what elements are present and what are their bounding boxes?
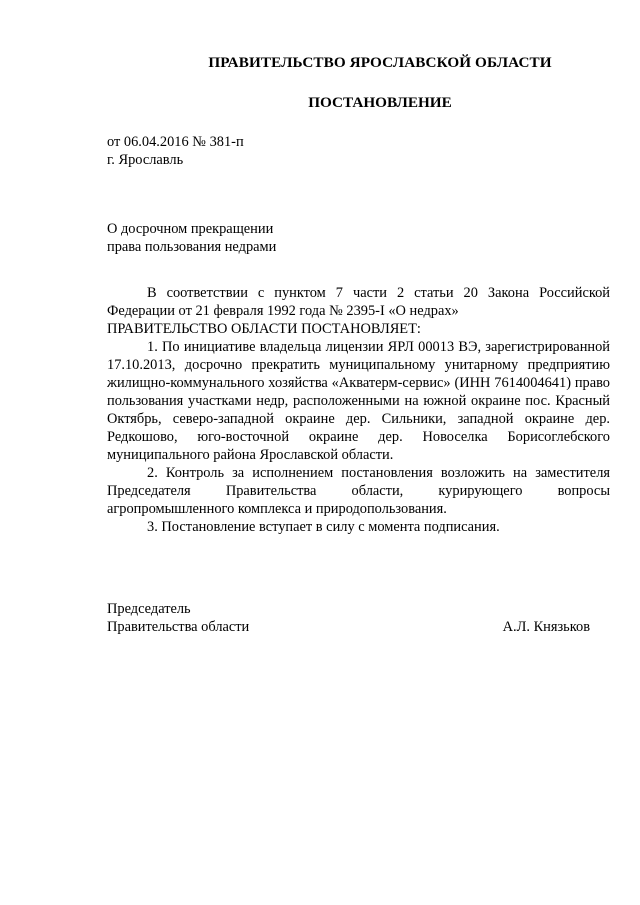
document-body [107, 284, 610, 536]
city: г. Ярославль [107, 152, 184, 168]
signature-block [107, 600, 590, 636]
signer-title-line-2: Правительства области [107, 619, 250, 635]
item-2-paragraph: 2. Контроль за исполнением постановления возложить на заместителя Председателя Правительства области, курирующего вопросы агропромышленного комплекса и природопользования. [107, 465, 610, 517]
resolves-heading: ПРАВИТЕЛЬСТВО ОБЛАСТИ ПОСТАНОВЛЯЕТ: [107, 321, 421, 337]
item-1-paragraph: 1. По инициативе владельца лицензии ЯРЛ 00013 ВЭ, зарегистрированной 17.10.2013, досрочно прекратить муниципальному унитарному предприятию жилищно-коммунального хозяйства «Акватерм-сервис» (ИНН 7614004641) право пользования участками недр, расположенными на южной окраине пос. Красный Октябрь, северо-западной окраине дер. Сильники, западной окраине дер. Редкошово, юго-восточной окраине дер. Новоселка Борисоглебского муниципального района Ярославской области. [107, 339, 610, 463]
signer-name: А.Л. Князьков [502, 619, 590, 635]
date-number: от 06.04.2016 № 381-п [107, 134, 244, 150]
subject-line-1: О досрочном прекращении [107, 221, 274, 237]
item-3-paragraph: 3. Постановление вступает в силу с момента подписания. [147, 519, 500, 535]
document-meta [107, 133, 244, 169]
signer-title-line-1: Председатель [107, 601, 191, 617]
document-subject [107, 220, 407, 256]
subject-line-2: права пользования недрами [107, 239, 277, 255]
preamble-paragraph: В соответствии с пунктом 7 части 2 статьи 20 Закона Российской Федерации от 21 февраля 1992 года № 2395-I «О недрах» [107, 285, 610, 319]
government-title: ПРАВИТЕЛЬСТВО ЯРОСЛАВСКОЙ ОБЛАСТИ [208, 54, 552, 71]
document-type: ПОСТАНОВЛЕНИЕ [308, 94, 452, 111]
